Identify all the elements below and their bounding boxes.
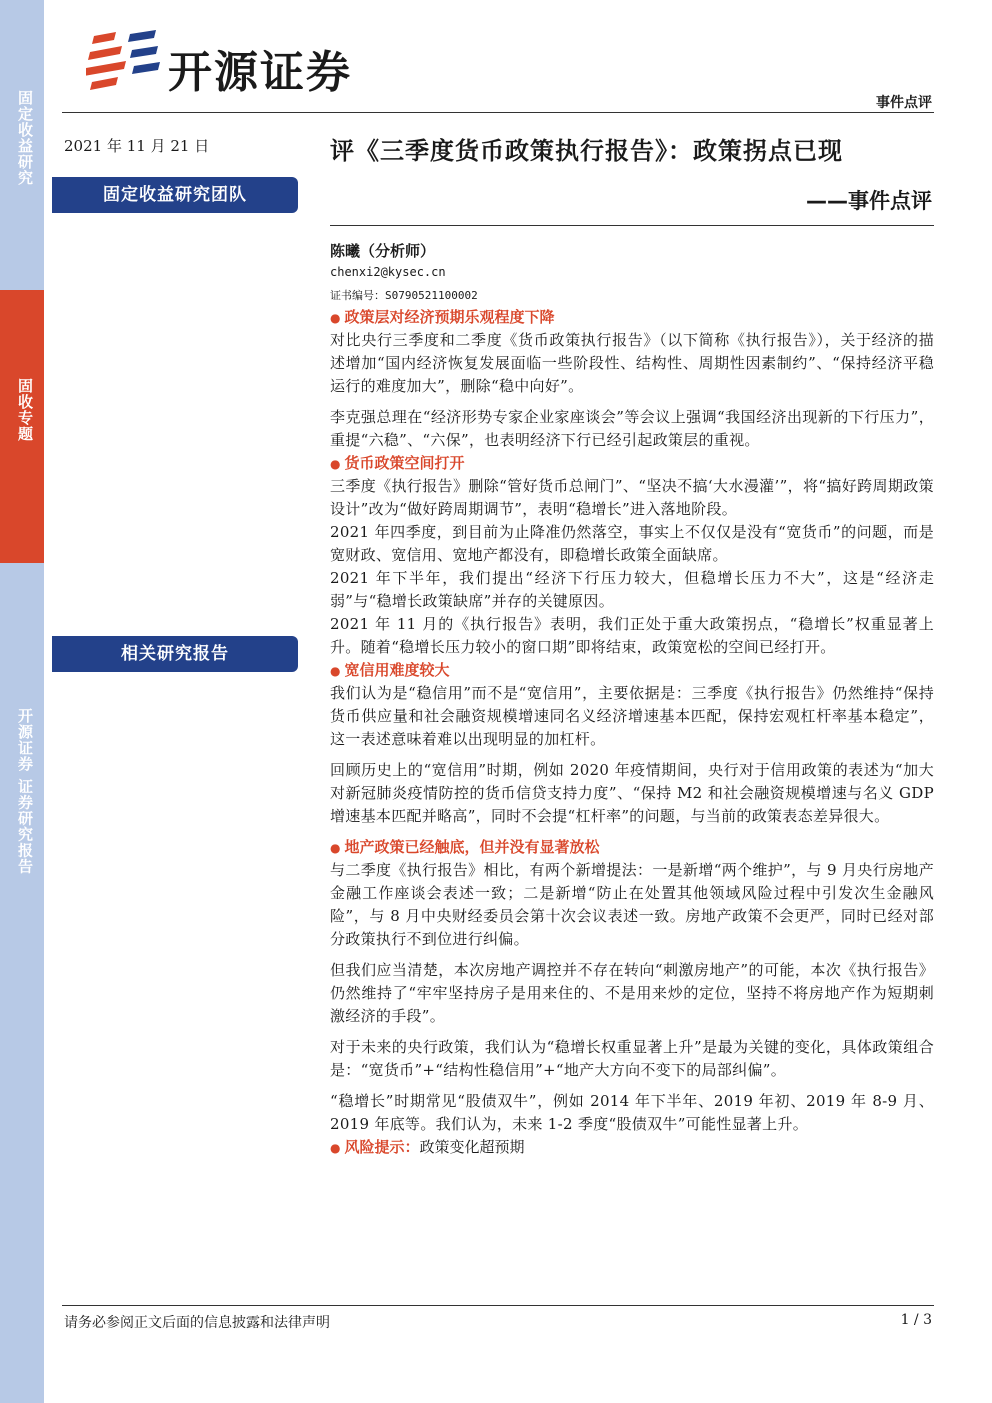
footer-divider xyxy=(62,1305,934,1306)
brand-logo xyxy=(86,30,386,98)
section-heading: ● 地产政策已经触底，但并没有显著放松 xyxy=(330,838,600,856)
logo-mark-icon xyxy=(86,30,160,90)
paragraph: 与二季度《执行报告》相比，有两个新增提法：一是新增“两个维护”，与 9 月央行房地产金融工作座谈会表述一致；二是新增“防止在处置其他领域风险过程中引发次生金融风险”，与 8 月中央财经委员会第十次会议表述一致。房地产政策不会更严，同时已经对部分政策执行不到位进行纠偏。 xyxy=(330,861,934,948)
sidebar-strip xyxy=(0,0,44,1403)
paragraph: 但我们应当清楚，本次房地产调控并不存在转向“刺激房地产”的可能，本次《执行报告》仍然维持了“牢牢坚持房子是用来住的、不是用来炒的定位，坚持不将房地产作为短期刺激经济的手段”。 xyxy=(330,961,934,1025)
bullet-icon: ● xyxy=(330,457,341,471)
title-divider xyxy=(330,225,934,226)
author-email: chenxi2@kysec.cn xyxy=(330,265,446,279)
report-date: 2021 年 11 月 21 日 xyxy=(64,137,210,155)
sidebar-label-topic: 固收专题 xyxy=(16,378,34,442)
section-heading: ● 货币政策空间打开 xyxy=(330,454,465,472)
risk-label: 风险提示： xyxy=(344,1138,420,1156)
author-name: 陈曦（分析师） xyxy=(330,242,436,260)
paragraph: 三季度《执行报告》删除“管好货币总闸门”、“坚决不搞‘大水漫灌’”，将“搞好跨周期政策设计”改为“做好跨周期调节”，表明“稳增长”进入落地阶段。 xyxy=(330,477,934,518)
bullet-icon: ● xyxy=(330,841,341,855)
report-title: 评《三季度货币政策执行报告》：政策拐点已现 xyxy=(330,137,843,165)
header-divider xyxy=(62,112,934,113)
paragraph: 2021 年四季度，到目前为止降准仍然落空，事实上不仅仅是没有“宽货币”的问题，而是宽财政、宽信用、宽地产都没有，即稳增长政策全面缺席。 xyxy=(330,523,934,564)
bullet-icon: ● xyxy=(330,1141,341,1155)
risk-warning xyxy=(330,1136,934,1160)
page-number: 1 / 3 xyxy=(900,1312,932,1328)
paragraph: “稳增长”时期常见“股债双牛”，例如 2014 年下半年、2019 年初、2019 年 8-9 月、2019 年底等。我们认为，未来 1-2 季度“股债双牛”可能性显著上升。 xyxy=(330,1092,934,1133)
footer-disclaimer: 请务必参阅正文后面的信息披露和法律声明 xyxy=(64,1315,330,1331)
paragraph: 对于未来的央行政策，我们认为“稳增长权重显著上升”是最为关键的变化，具体政策组合是：“宽货币”+“结构性稳信用”+“地产大方向不变下的局部纠偏”。 xyxy=(330,1038,934,1079)
paragraph: 2021 年下半年，我们提出“经济下行压力较大，但稳增长压力不大”，这是“经济走弱”与“稳增长政策缺席”并存的关键原因。 xyxy=(330,569,934,610)
team-label: 固定收益研究团队 xyxy=(52,177,298,213)
report-subtitle: ——事件点评 xyxy=(806,189,932,213)
sidebar-label-report: 开源证券 证券研究报告 xyxy=(16,708,34,875)
paragraph: 回顾历史上的“宽信用”时期，例如 2020 年疫情期间，央行对于信用政策的表述为“加大对新冠肺炎疫情防控的货币信贷支持力度”、“保持 M2 和社会融资规模增速与名义 GDP 增速基本匹配并略高”，同时不会提“杠杆率”的问题，与当前的政策表态差异很大。 xyxy=(330,761,934,825)
paragraph: 对比央行三季度和二季度《货币政策执行报告》（以下简称《执行报告》），关于经济的描述增加“国内经济恢复发展面临一些阶段性、结构性、周期性因素制约”、“保持经济平稳运行的难度加大”，删除“稳中向好”。 xyxy=(330,331,934,395)
bullet-icon: ● xyxy=(330,664,341,678)
author-cert: 证书编号：S0790521100002 xyxy=(330,289,478,302)
section-heading: ● 宽信用难度较大 xyxy=(330,661,450,679)
related-reports-label: 相关研究报告 xyxy=(52,636,298,672)
paragraph: 我们认为是“稳信用”而不是“宽信用”，主要依据是：三季度《执行报告》仍然维持“保持货币供应量和社会融资规模增速同名义经济增速基本匹配，保持宏观杠杆率基本稳定”，这一表述意味着难以出现明显的加杠杆。 xyxy=(330,684,934,748)
paragraph: 李克强总理在“经济形势专家企业家座谈会”等会议上强调“我国经济出现新的下行压力”，重提“六稳”、“六保”，也表明经济下行已经引起政策层的重视。 xyxy=(330,408,934,449)
section-heading: ● 政策层对经济预期乐观程度下降 xyxy=(330,308,555,326)
brand-name: 开源证券 xyxy=(168,47,352,98)
sidebar-label-category: 固定收益研究 xyxy=(16,90,34,186)
report-body xyxy=(330,306,934,1160)
paragraph: 2021 年 11 月的《执行报告》表明，我们正处于重大政策拐点，“稳增长”权重显著上升。随着“稳增长压力较小的窗口期”即将结束，政策宽松的空间已经打开。 xyxy=(330,615,934,656)
risk-text: 政策变化超预期 xyxy=(419,1138,525,1156)
bullet-icon: ● xyxy=(330,311,341,325)
doc-type-label: 事件点评 xyxy=(876,95,932,111)
